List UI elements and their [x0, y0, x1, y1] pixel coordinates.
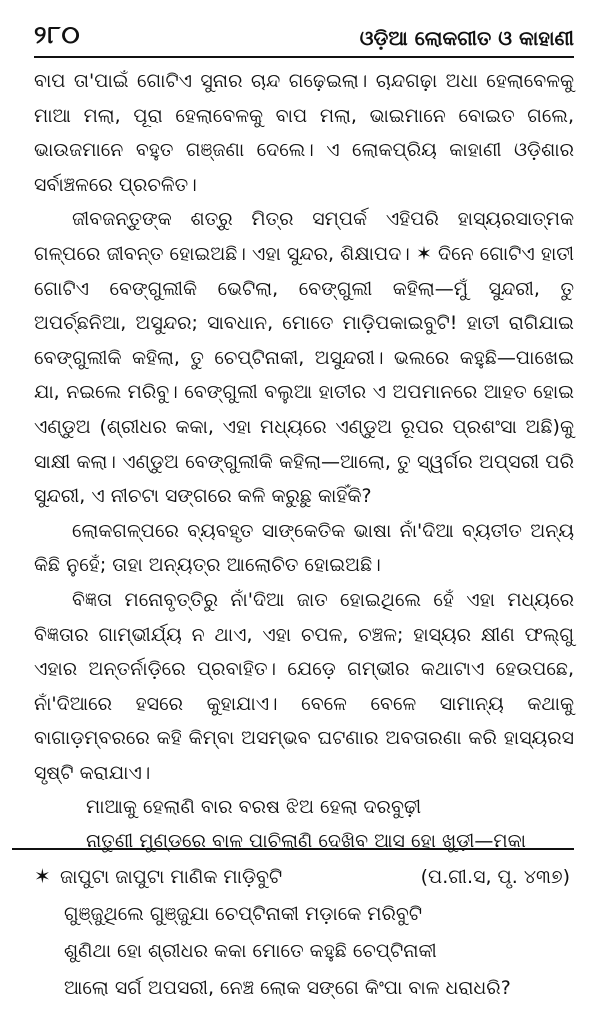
citation: (ପ.ଗୀ.ସ, ପୃ. ୪୩୭)	[420, 866, 570, 889]
footnote-line: ✶ ଜାପୁଟା ଜାପୁଟା ମାଣିକ ମାଡ଼ିବୁଟି	[34, 858, 574, 896]
paragraph: ବିଜ୍ଞତା ମନୋବୃତ୍ତିରୁ ନାଁ'ଦିଆ ଜାତ ହୋଇଥିଲେ ହେଁ ଏହା ମଧ୍ୟରେ ବିଜ୍ଞତାର ଗାମ୍ଭୀର୍ଯ୍ୟ ନ ଥାଏ, ଏହା ଚପଳ, ଚଞ୍ଚଳ; ହାସ୍ୟର କ୍ଷୀଣ ଫଲ୍‌ଗୁ ଏହାର ଅନ୍ତର୍ନାଡ଼ିରେ ପ୍ରବାହିତ। ଯେଡ଼େ ଗମ୍ଭୀର କଥାଟାଏ ହେଉପଛେ, ନାଁ'ଦିଆରେ ହସରେ କୁହାଯାଏ। ବେଳେ ବେଳେ ସାମାନ୍ୟ କଥାକୁ ବାଗାଡ଼ମ୍ବରରେ କହି କିମ୍ବା ଅସମ୍ଭବ ଘଟଣାର ଅବତାରଣା କରି ହାସ୍ୟରସ ସୃଷ୍ଟି କରାଯାଏ।	[34, 588, 574, 784]
footnote-marker: ✶	[34, 864, 51, 888]
footnote-line: ଆଲୋ ସର୍ଗ ଅପସରୀ, ନେଞ୍ଚ ଲୋକ ସଙ୍ଗେ କିଂପା ବାଳ ଧରାଧରି?	[64, 977, 511, 999]
verse-line: ମାଆକୁ ହେଲାଣି ବାର ବରଷ ଝିଅ ହେଲା ଦରବୁଢ଼ୀ	[86, 796, 422, 819]
paragraph: ଲୋକଗଳ୍ପରେ ବ୍ୟବହୃତ ସାଙ୍କେତିକ ଭାଷା ନାଁ'ଦିଆ ବ୍ୟତୀତ ଅନ୍ୟ କିଛି ନୁହେଁ; ତାହା ଅନ୍ୟତ୍ର ଆଲୋଚିତ ହୋଇଅଛି।	[34, 519, 574, 577]
running-title: ଓଡ଼ିଆ ଲୋକଗୀତ ଓ କାହାଣୀ	[359, 26, 574, 50]
body-text	[34, 64, 574, 896]
verse-line: ନାତୁଣୀ ମୁଣ୍ଡରେ ବାଳ ପାଚିଲାଣି ଦେଖିବ ଆସ ହୋ ଖୁଡ଼ୀ—ମକା	[86, 830, 526, 853]
footnote	[34, 858, 574, 1007]
paragraph: ବାପ ତା'ପାଇଁ ଗୋଟିଏ ସୁନାର ଚାନ୍ଦ ଗଢ଼େଇଲା। ଚାନ୍ଦଗଢ଼ା ଅଧା ହେଲାବେଳକୁ ମାଆ ମଲା, ପୂରା ହେଲାବେଳକୁ ବାପ ମଲା, ଭାଇମାନେ ବୋଇତ ଗଲେ, ଭାଉଜମାନେ ବହୁତ ଗଞ୍ଜଣା ଦେଲେ। ଏ ଲୋକପ୍ରିୟ କାହାଣୀ ଓଡ଼ିଶାର ସର୍ବାଞ୍ଚଳରେ ପ୍ରଚଳିତ।	[34, 70, 574, 196]
page-number: ୨୮୦	[34, 20, 81, 49]
footnote-line: ଶୁଣିଥା ହୋ ଶ୍ରୀଧର କକା ମୋତେ କହୁଛି ଚେପ୍‌ଟିନାକୀ	[64, 940, 437, 962]
footnote-rule	[12, 848, 574, 850]
header-rule	[34, 56, 574, 58]
paragraph: ଜୀବଜନ୍ତୁଙ୍କ ଶତ୍ରୁ ମିତ୍ର ସମ୍ପର୍କ ଏହିପରି ହାସ୍ୟରସାତ୍ମକ ଗଳ୍ପରେ ଜୀବନ୍ତ ହୋଇଅଛି। ଏହା ସୁନ୍ଦର, ଶିକ୍ଷାପଦ। ✶ ଦିନେ ଗୋଟିଏ ହାତୀ ଗୋଟିଏ ବେଙ୍ଗୁଲୀକି ଭେଟିଲା, ବେଙ୍ଗୁଲୀ କହିଲା—ମୁଁ ସୁନ୍ଦରୀ, ତୁ ଅପର୍ଚ୍ଛନିଆ, ଅସୁନ୍ଦର; ସାବଧାନ, ମୋତେ ମାଡ଼ିପକାଇବୁଟି! ହାତୀ ରାଗିଯାଇ ବେଙ୍ଗୁଲୀକି କହିଲା, ତୁ ଚେପ୍‌ଟିନାକୀ, ଅସୁନ୍ଦରୀ। ଭଲରେ କହୁଛି—ପାଖେଇ ଯା, ନଇଲେ ମରିବୁ। ବେଙ୍ଗୁଲୀ ବଲୁଆ ହାତୀର ଏ ଅପମାନରେ ଆହତ ହୋଇ ଏଣ୍ଡୁଅ (ଶ୍ରୀଧର କକା, ଏହା ମଧ୍ୟରେ ଏଣ୍ଡୁଅ ରୂପର ପ୍ରଶଂସା ଅଛି)କୁ ସାକ୍ଷୀ କଲା। ଏଣ୍ଡୁଅ ବେଙ୍ଗୁଲୀକି କହିଲା—ଆଲୋ, ତୁ ସ୍ୱର୍ଗର ଅପ୍ସରୀ ପରି ସୁନ୍ଦରୀ, ଏ ନୀଚଟା ସଙ୍ଗରେ କଳି କରୁଛୁ କାହିଁକି?	[34, 208, 574, 508]
page-header	[34, 14, 574, 50]
footnote-line: ଗୁଞ୍ଜୁଥିଲେ ଗୁଞ୍ଜୁଯା ଚେପ୍‌ଟିନାକୀ ମଡ଼ାକେ ମରିବୁଟି	[64, 903, 423, 925]
